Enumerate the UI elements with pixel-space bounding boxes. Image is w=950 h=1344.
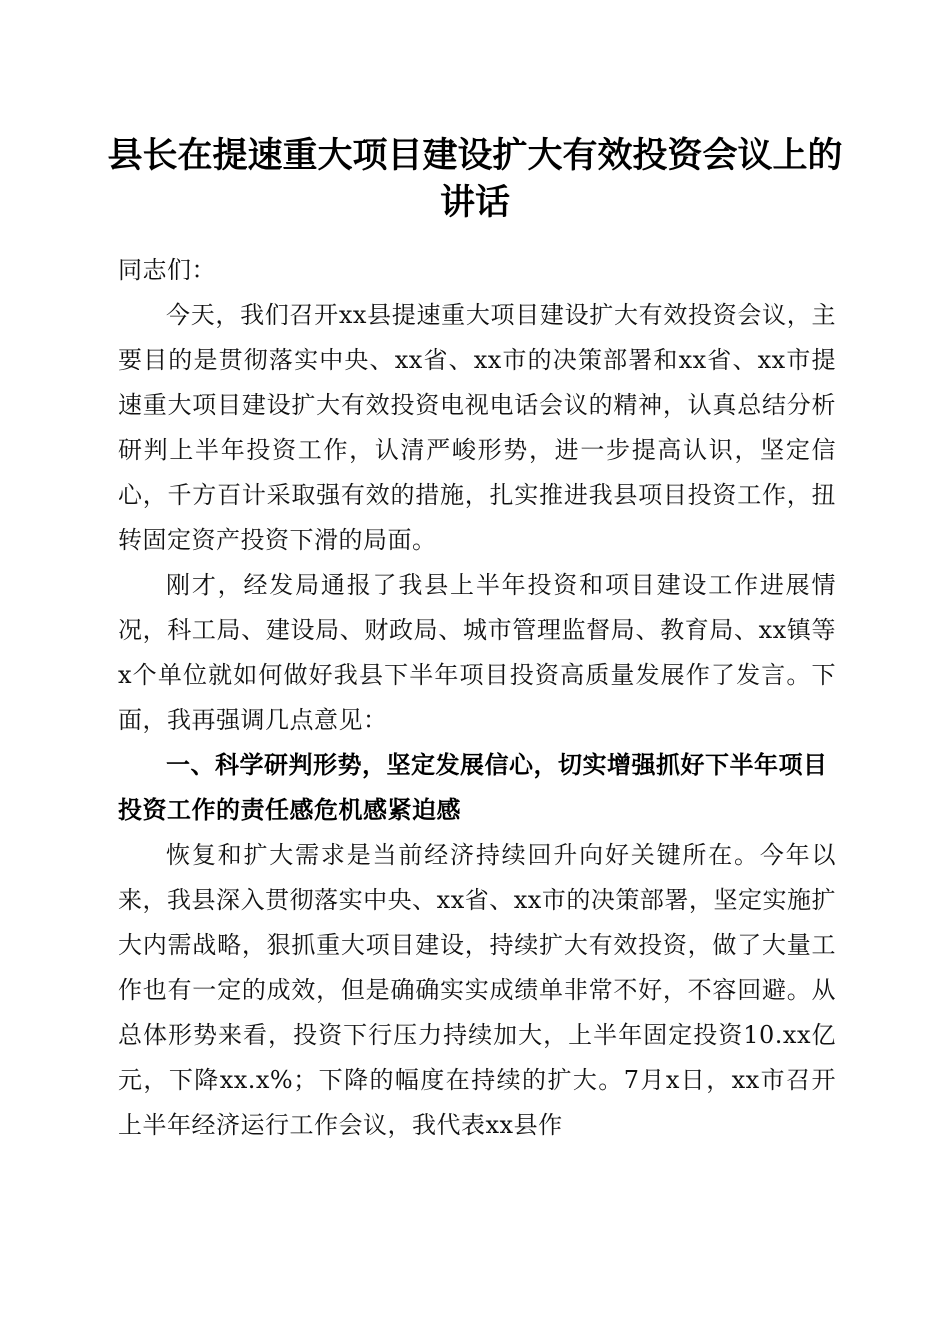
- salutation: 同志们：: [118, 256, 216, 284]
- document-body: [118, 248, 836, 1148]
- document-title: 县长在提速重大项目建设扩大有效投资会议上的讲话: [107, 135, 843, 223]
- section-heading-1: 一、科学研判形势，坚定发展信心，切实增强抓好下半年项目投资工作的责任感危机感紧迫感: [118, 751, 828, 824]
- paragraph-reports: 刚才，经发局通报了我县上半年投资和项目建设工作进展情况，科工局、建设局、财政局、城市管理监督局、教育局、xx镇等x个单位就如何做好我县下半年项目投资高质量发展作了发言。下面，我再强调几点意见：: [118, 571, 836, 734]
- paragraph-opening: 今天，我们召开xx县提速重大项目建设扩大有效投资会议，主要目的是贯彻落实中央、xx省、xx市的决策部署和xx省、xx市提速重大项目建设扩大有效投资电视电话会议的精神，认真总结分析研判上半年投资工作，认清严峻形势，进一步提高认识，坚定信心，千方百计采取强有效的措施，扎实推进我县项目投资工作，扭转固定资产投资下滑的局面。: [118, 301, 836, 554]
- paragraph-section-1: 恢复和扩大需求是当前经济持续回升向好关键所在。今年以来，我县深入贯彻落实中央、xx省、xx市的决策部署，坚定实施扩大内需战略，狠抓重大项目建设，持续扩大有效投资，做了大量工作也有一定的成效，但是确确实实成绩单非常不好，不容回避。从总体形势来看，投资下行压力持续加大，上半年固定投资10.xx亿元，下降xx.x%；下降的幅度在持续的扩大。7月x日，xx市召开上半年经济运行工作会议，我代表xx县作: [118, 841, 836, 1139]
